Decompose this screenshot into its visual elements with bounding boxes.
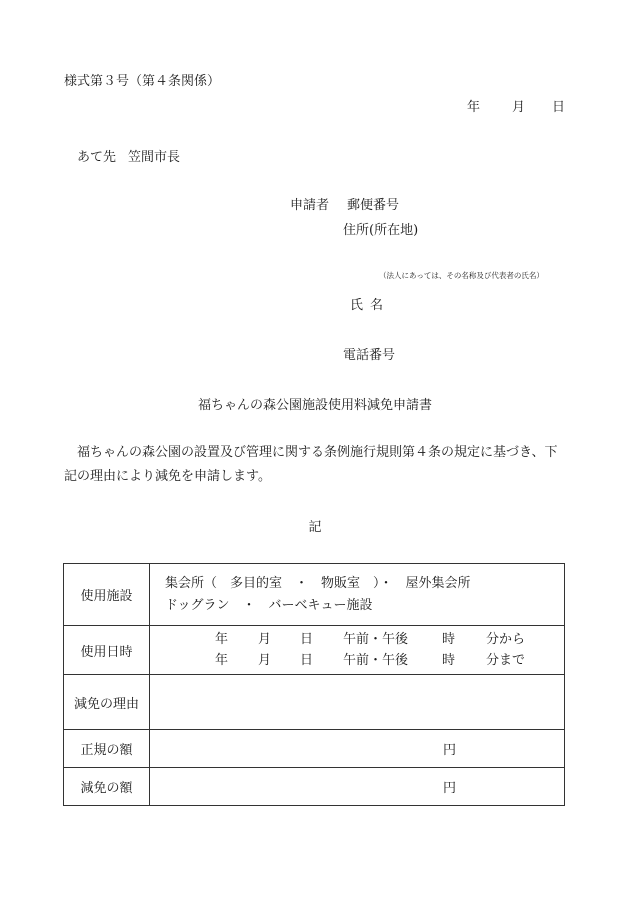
- reason-field[interactable]: [150, 675, 565, 730]
- from-ampm-label: 午前・午後: [343, 632, 409, 647]
- to-hour-label: 時: [442, 653, 456, 668]
- from-hour-label: 時: [442, 632, 456, 647]
- reduction-amount-unit: 円: [443, 781, 457, 796]
- regular-amount-unit: 円: [443, 743, 457, 758]
- reduction-amount-field[interactable]: [150, 768, 565, 806]
- datetime-row: [64, 626, 565, 675]
- reason-row: [64, 675, 565, 730]
- date-day-label: 日: [552, 100, 566, 115]
- datetime-fields[interactable]: [150, 626, 565, 675]
- name-label-part2: 名: [370, 298, 384, 313]
- addressee-prefix: あて先: [77, 150, 117, 165]
- to-minute-label: 分まで: [486, 653, 526, 668]
- date-month-label: 月: [512, 100, 526, 115]
- datetime-from-line: [150, 629, 564, 650]
- from-minute-label: 分から: [486, 632, 526, 647]
- form-number: 様式第３号（第４条関係）: [64, 74, 221, 89]
- reduction-amount-row: [64, 768, 565, 806]
- facility-row: [64, 564, 565, 626]
- facility-options-line2: ドッグラン ・ バーベキュー施設: [165, 597, 373, 613]
- from-month-label: 月: [258, 632, 272, 647]
- document-title: 福ちゃんの森公園施設使用料減免申請書: [197, 398, 432, 413]
- regular-amount-label: 正規の額: [64, 730, 150, 768]
- reason-label: 減免の理由: [64, 675, 150, 730]
- body-paragraph: 福ちゃんの森公園の設置及び管理に関する条例施行規則第４条の規定に基づき、下記の理由により減免を申請します。: [64, 445, 558, 484]
- to-ampm-label: 午前・午後: [343, 653, 409, 668]
- date-year-label: 年: [467, 100, 481, 115]
- regular-amount-field[interactable]: [150, 730, 565, 768]
- facility-options[interactable]: [150, 564, 565, 626]
- postal-code-label: 郵便番号: [347, 198, 400, 213]
- date-line: [467, 96, 565, 115]
- facility-options-line1: 集会所（ 多目的室 ・ 物販室 ）・ 屋外集会所: [165, 575, 471, 591]
- name-label: [350, 294, 383, 313]
- from-day-label: 日: [300, 632, 314, 647]
- reduction-amount-label: 減免の額: [64, 768, 150, 806]
- datetime-to-line: [150, 650, 564, 671]
- regular-amount-row: [64, 730, 565, 768]
- addressee-recipient: 笠間市長: [128, 150, 181, 165]
- name-label-part1: 氏: [350, 298, 364, 313]
- addressee: [77, 146, 180, 165]
- applicant-label: 申請者: [290, 198, 330, 213]
- facility-label: 使用施設: [64, 564, 150, 626]
- phone-label: 電話番号: [343, 348, 396, 363]
- address-label: 住所(所在地): [343, 223, 419, 238]
- to-year-label: 年: [215, 653, 229, 668]
- application-table: [63, 563, 565, 806]
- from-year-label: 年: [215, 632, 229, 647]
- to-month-label: 月: [258, 653, 272, 668]
- datetime-label: 使用日時: [64, 626, 150, 675]
- ki-heading: 記: [308, 520, 322, 535]
- to-day-label: 日: [300, 653, 314, 668]
- corporation-note: （法人にあっては、その名称及び代表者の氏名）: [379, 271, 544, 280]
